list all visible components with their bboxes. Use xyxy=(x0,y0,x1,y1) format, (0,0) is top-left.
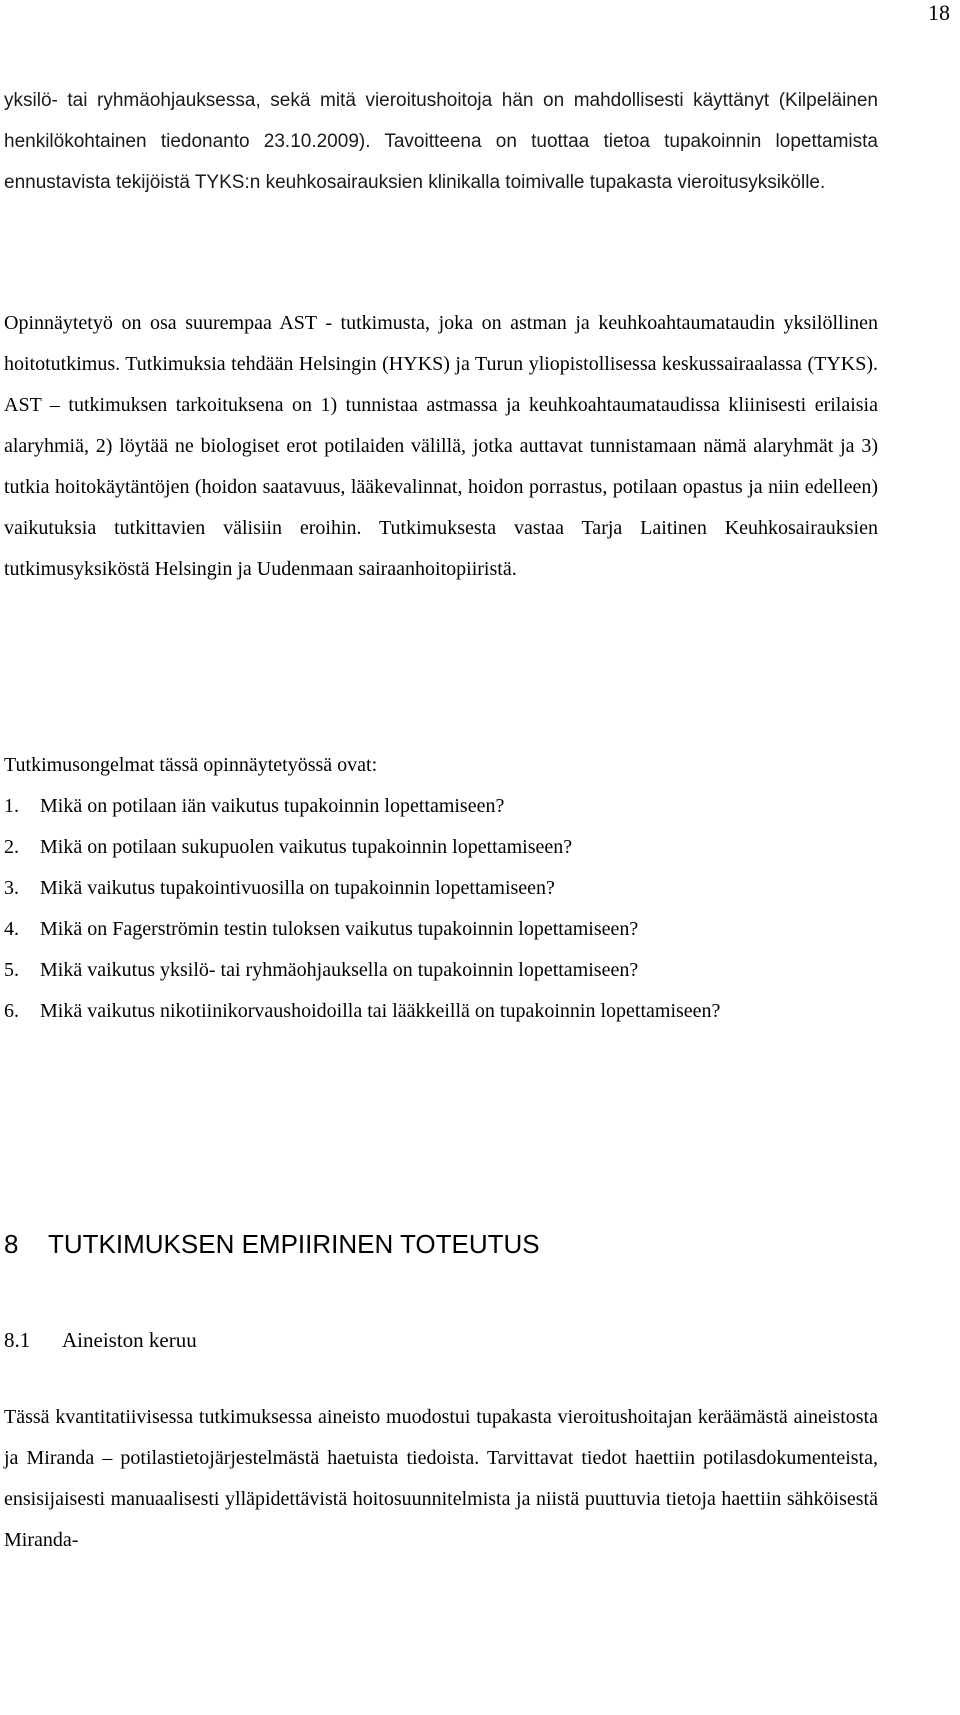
list-item xyxy=(4,827,878,868)
section-heading xyxy=(4,1224,540,1264)
research-questions-title: Tutkimusongelmat tässä opinnäytetyössä ovat: xyxy=(4,754,378,776)
list-item xyxy=(4,786,878,827)
page-number: 18 xyxy=(928,0,950,25)
list-item-number: 6. xyxy=(4,1000,19,1022)
subsection-heading xyxy=(4,1320,197,1360)
list-item-text: Mikä on Fagerströmin testin tuloksen vaikutus tupakoinnin lopettamiseen? xyxy=(40,918,639,940)
research-questions-list xyxy=(4,786,878,1032)
subsection-heading-number: 8.1 xyxy=(4,1328,31,1352)
list-item-number: 5. xyxy=(4,959,19,981)
subsection-heading-text: Aineiston keruu xyxy=(62,1328,197,1352)
list-item-number: 3. xyxy=(4,877,19,899)
list-item-text: Mikä vaikutus tupakointivuosilla on tupakoinnin lopettamiseen? xyxy=(40,877,555,899)
list-item xyxy=(4,868,878,909)
paragraph-data-collection: Tässä kvantitatiivisessa tutkimuksessa aineisto muodostui tupakasta vieroitushoitajan keräämästä aineistosta ja Miranda – potilastietojärjestelmästä haetuista tiedoista. Tarvittavat tiedot haettiin potilasdokumenteista, ensisijaisesti manuaalisesti ylläpidettävistä hoitosuunnitelmista ja niistä puuttuvia tietoja haettiin sähköisestä Miranda- xyxy=(4,1406,878,1551)
list-item-text: Mikä on potilaan iän vaikutus tupakoinnin lopettamiseen? xyxy=(40,795,505,817)
paragraph-intro: yksilö- tai ryhmäohjauksessa, sekä mitä vieroitushoitoja hän on mahdollisesti käyttänyt (Kilpeläinen henkilökohtainen tiedonanto 23.10.2009). Tavoitteena on tuottaa tietoa tupakoinnin lopettamista ennustavista tekijöistä TYKS:n keuhkosairauksien klinikalla toimivalle tupakasta vieroitusyksikölle. xyxy=(4,90,878,193)
list-item-text: Mikä on potilaan sukupuolen vaikutus tupakoinnin lopettamiseen? xyxy=(40,836,573,858)
list-item-number: 4. xyxy=(4,918,19,940)
list-item xyxy=(4,909,878,950)
list-item-text: Mikä vaikutus yksilö- tai ryhmäohjauksella on tupakoinnin lopettamiseen? xyxy=(40,959,639,981)
list-item-number: 2. xyxy=(4,836,19,858)
list-item-text: Mikä vaikutus nikotiinikorvaushoidoilla tai lääkkeillä on tupakoinnin lopettamiseen? xyxy=(40,1000,721,1022)
list-item xyxy=(4,950,878,991)
list-item xyxy=(4,991,878,1032)
section-heading-number: 8 xyxy=(4,1229,19,1259)
paragraph-ast-study: Opinnäytetyö on osa suurempaa AST - tutkimusta, joka on astman ja keuhkoahtaumataudin yksilöllinen hoitotutkimus. Tutkimuksia tehdään Helsingin (HYKS) ja Turun yliopistollisessa keskussairaalassa (TYKS). AST – tutkimuksen tarkoituksena on 1) tunnistaa astmassa ja keuhkoahtaumataudissa kliinisesti erilaisia alaryhmiä, 2) löytää ne biologiset erot potilaiden välillä, jotka auttavat tunnistamaan nämä alaryhmät ja 3) tutkia hoitokäytäntöjen (hoidon saatavuus, lääkevalinnat, hoidon porrastus, potilaan opastus ja niin edelleen) vaikutuksia tutkittavien välisiin eroihin. Tutkimuksesta vastaa Tarja Laitinen Keuhkosairauksien tutkimusyksiköstä Helsingin ja Uudenmaan sairaanhoitopiiristä. xyxy=(4,312,878,580)
list-item-number: 1. xyxy=(4,795,19,817)
section-heading-text: TUTKIMUKSEN EMPIIRINEN TOTEUTUS xyxy=(48,1229,540,1259)
